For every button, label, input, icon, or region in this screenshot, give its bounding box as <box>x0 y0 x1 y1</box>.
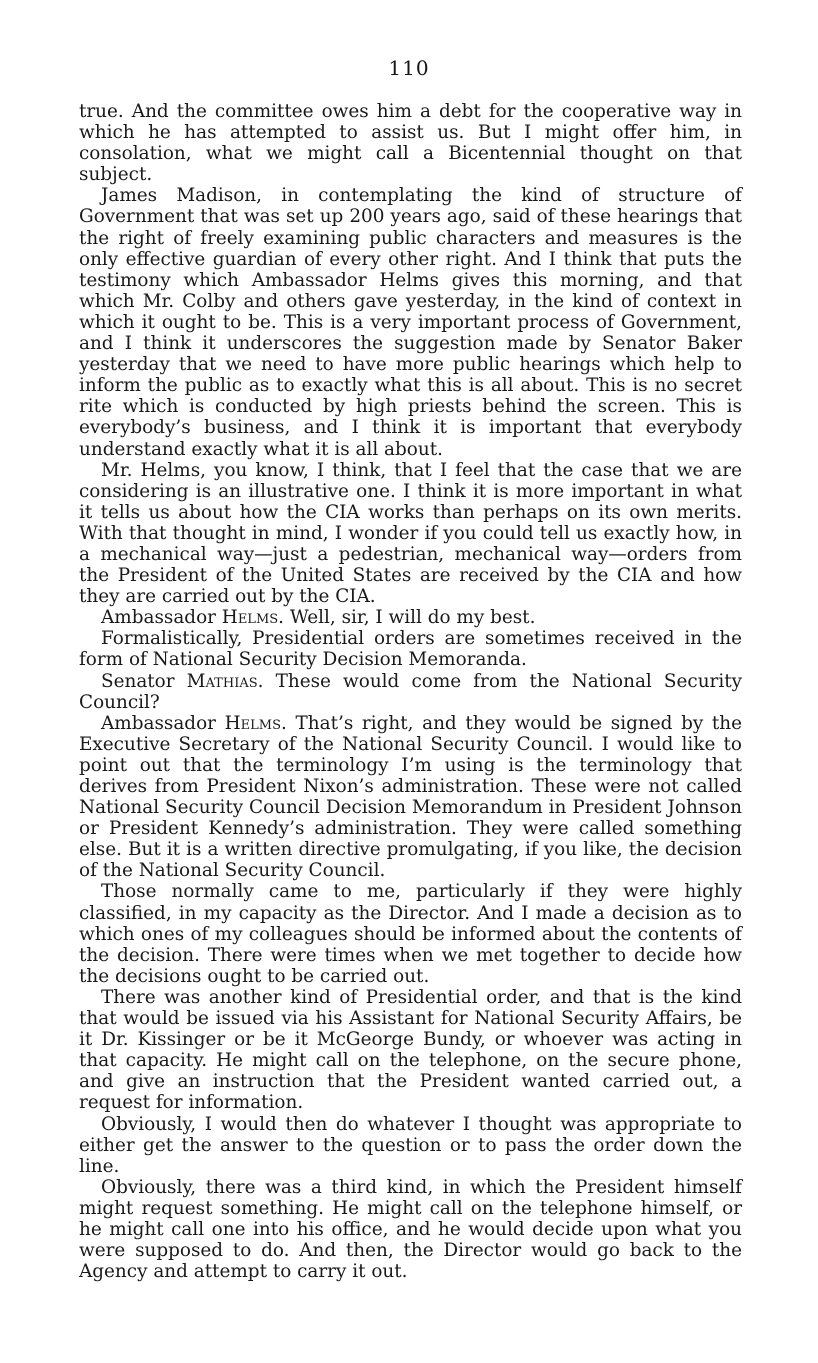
paragraph: Obviously, I would then do whatever I thought was appropriate to either get the answer to the question or to pass the order down the line. <box>79 1113 742 1177</box>
paragraph: Ambassador Helms. That’s right, and they would be signed by the Executive Secretary of the National Security Council. I would like to point out that the terminology I’m using is the terminology that derives from President Nixon’s administration. These were not called National Security Council Decision Memorandum in President Johnson or President Kennedy’s administration. They were called something else. But it is a written directive promulgating, if you like, the decision of the National Security Council. <box>79 712 743 882</box>
speaker-name: Helms <box>221 607 279 629</box>
page-number: 110 <box>388 56 430 80</box>
speaker-title: Senator <box>101 670 187 692</box>
speaker-name: Helms <box>224 712 281 734</box>
speaker-title: Ambassador <box>101 607 222 629</box>
paragraph: James Madison, in contemplating the kind of structure of Government that was set up 200 years ago, said of these hearings that the right of freely examining public characters and measures is the only effective guardian of every other right. And I think that puts the testimony which Ambassador Helms gives this morning, and that which Mr. Colby and others gave yesterday, in the kind of context in which it ought to be. This is a very important process of Government, and I think it underscores the suggestion made by Senator Baker yesterday that we need to have more public hearings which help to inform the public as to exactly what this is all about. This is no secret rite which is conducted by high priests behind the screen. This is everybody’s business, and I think it is important that everybody understand exactly what it is all about. <box>79 185 742 460</box>
body-text <box>79 101 742 1282</box>
speaker-name: Mathias <box>186 670 258 692</box>
speaker-title: Ambassador <box>101 712 225 734</box>
paragraph: true. And the committee owes him a debt for the cooperative way in which he has attempted to assist us. But I might offer him, in consolation, what we might call a Bicentennial thought on that subject. <box>79 101 742 186</box>
paragraph: Mr. Helms, you know, I think, that I feel that the case that we are considering is an illustrative one. I think it is more important in what it tells us about how the CIA works than perhaps on its own merits. With that thought in mind, I wonder if you could tell us exactly how, in a mechanical way—just a pedestrian, mechanical way—orders from the President of the United States are received by the CIA and how they are carried out by the CIA. <box>79 459 742 608</box>
paragraph: Ambassador Helms. Well, sir, I will do my best. <box>101 607 536 629</box>
paragraph: Formalistically, Presidential orders are sometimes received in the form of National Security Decision Memoranda. <box>79 628 742 671</box>
paragraph: There was another kind of Presidential order, and that is the kind that would be issued via his Assistant for National Security Affairs, be it Dr. Kissinger or be it McGeorge Bundy, or whoever was acting in that capacity. He might call on the telephone, on the secure phone, and give an instruction that the President wanted carried out, a request for information. <box>79 986 742 1114</box>
paragraph: Senator Mathias. These would come from the National Security Council? <box>79 670 742 713</box>
paragraph: Obviously, there was a third kind, in which the President himself might request something. He might call on the telephone himself, or he might call one into his office, and he would decide upon what you were supposed to do. And then, the Director would go back to the Agency and attempt to carry it out. <box>79 1176 742 1283</box>
paragraph: Those normally came to me, particularly if they were highly classified, in my capacity as the Director. And I made a decision as to which ones of my colleagues should be informed about the contents of the decision. There were times when we met together to decide how the decisions ought to be carried out. <box>79 881 742 987</box>
